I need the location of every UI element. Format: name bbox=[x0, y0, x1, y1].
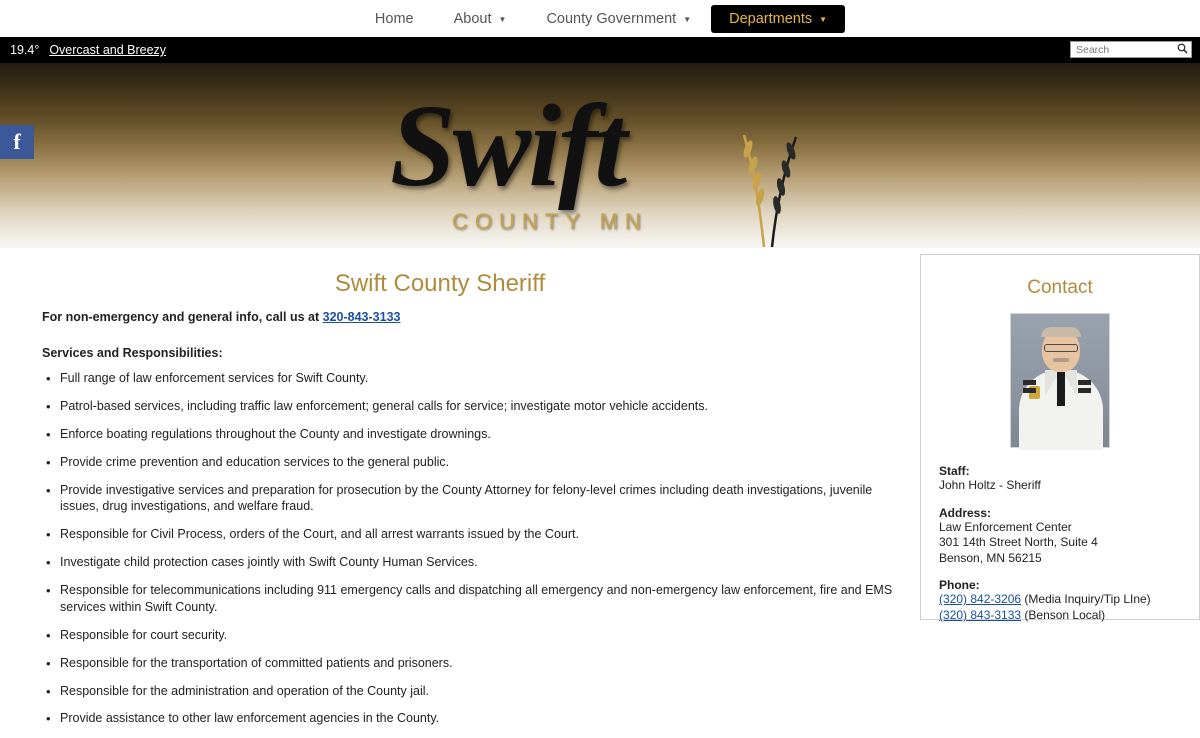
page-title: Swift County Sheriff bbox=[334, 270, 546, 297]
nav-item-about[interactable] bbox=[434, 3, 527, 35]
list-item: • Responsible for the transportation of committed patients and prisoners. bbox=[60, 655, 902, 672]
list-item: • Provide investigative services and preparation for prosecution by the County Attorney for felony-level crimes including death investigations, juvenile issues, drug investigations, and welfare fraud. bbox=[60, 482, 902, 516]
nav-item-label: About bbox=[453, 10, 492, 27]
phone-link-media[interactable]: (320) 842-3206 bbox=[939, 592, 1022, 607]
nav-item-county-government[interactable] bbox=[526, 3, 711, 35]
chevron-down-icon: ▼ bbox=[683, 14, 692, 24]
address-label: Address: bbox=[939, 505, 992, 520]
nav-item-label: County Government bbox=[546, 10, 677, 27]
services-heading: Services and Responsibilities: bbox=[42, 346, 223, 360]
address-line: Benson, MN 56215 bbox=[939, 550, 1042, 565]
address-line: Law Enforcement Center bbox=[939, 519, 1072, 534]
weather-temperature: 19.4° bbox=[10, 43, 40, 57]
staff-label: Staff: bbox=[939, 464, 970, 478]
site-banner bbox=[0, 63, 1200, 248]
list-item: • Responsible for telecommunications including 911 emergency calls and dispatching all emergency and non-emergency law enforcement, fire and EMS services within Swift County. bbox=[60, 582, 902, 616]
phone-note: (Benson Local) bbox=[1021, 607, 1106, 622]
facebook-icon[interactable]: f bbox=[0, 125, 34, 159]
list-item: • Responsible for court security. bbox=[60, 627, 902, 644]
search-icon-svg bbox=[1177, 43, 1188, 54]
list-item: • Responsible for Civil Process, orders of the Court, and all arrest warrants issued by the Court. bbox=[60, 526, 902, 543]
main-content bbox=[42, 310, 902, 738]
list-item: • Responsible for the administration and operation of the County jail. bbox=[60, 683, 902, 700]
non-emergency-text: For non-emergency and general info, call us at bbox=[42, 310, 323, 324]
search-input[interactable] bbox=[1074, 43, 1177, 57]
phone-note: (Media Inquiry/Tip LIne) bbox=[1021, 592, 1151, 607]
chevron-down-icon: ▼ bbox=[498, 14, 507, 24]
non-emergency-notice bbox=[42, 310, 902, 324]
staff-value: John Holtz - Sheriff bbox=[939, 478, 1041, 492]
address-line: 301 14th Street North, Suite 4 bbox=[939, 535, 1098, 550]
list-item: • Enforce boating regulations throughout the County and investigate drownings. bbox=[60, 426, 902, 443]
list-item: • Investigate child protection cases jointly with Swift County Human Services. bbox=[60, 554, 902, 571]
contact-heading: Contact bbox=[1027, 277, 1093, 298]
phone-label: Phone: bbox=[939, 578, 980, 593]
site-logo[interactable] bbox=[390, 69, 810, 249]
wheat-stalk-icon bbox=[720, 129, 810, 249]
main-navigation bbox=[0, 0, 1200, 37]
services-list bbox=[42, 370, 902, 727]
weather-bar bbox=[0, 37, 1200, 63]
sheriff-portrait bbox=[1010, 313, 1110, 448]
contact-panel bbox=[920, 254, 1200, 620]
non-emergency-phone-link[interactable]: 320-843-3133 bbox=[322, 310, 401, 324]
nav-item-departments[interactable] bbox=[711, 5, 845, 33]
logo-subtitle: COUNTY MN bbox=[452, 209, 648, 234]
list-item: • Provide crime prevention and education services to the general public. bbox=[60, 454, 902, 471]
search-icon[interactable] bbox=[1177, 43, 1188, 57]
chevron-down-icon: ▼ bbox=[819, 14, 828, 24]
nav-item-label: Home bbox=[374, 10, 414, 27]
nav-item-home[interactable] bbox=[355, 3, 434, 35]
list-item: • Full range of law enforcement services for Swift County. bbox=[60, 370, 902, 387]
list-item: • Patrol-based services, including traffic law enforcement; general calls for service; investigate motor vehicle accidents. bbox=[60, 398, 902, 415]
phone-row bbox=[939, 608, 1181, 624]
phone-link-benson[interactable]: (320) 843-3133 bbox=[939, 607, 1022, 622]
phone-row bbox=[939, 592, 1181, 608]
page-body bbox=[0, 248, 1200, 726]
weather-condition-link[interactable]: Overcast and Breezy bbox=[49, 43, 167, 57]
search-box[interactable] bbox=[1070, 41, 1192, 58]
logo-wordmark: Swift bbox=[390, 80, 625, 211]
nav-item-label: Departments bbox=[729, 10, 813, 27]
list-item: • Provide assistance to other law enforcement agencies in the County. bbox=[60, 710, 902, 727]
